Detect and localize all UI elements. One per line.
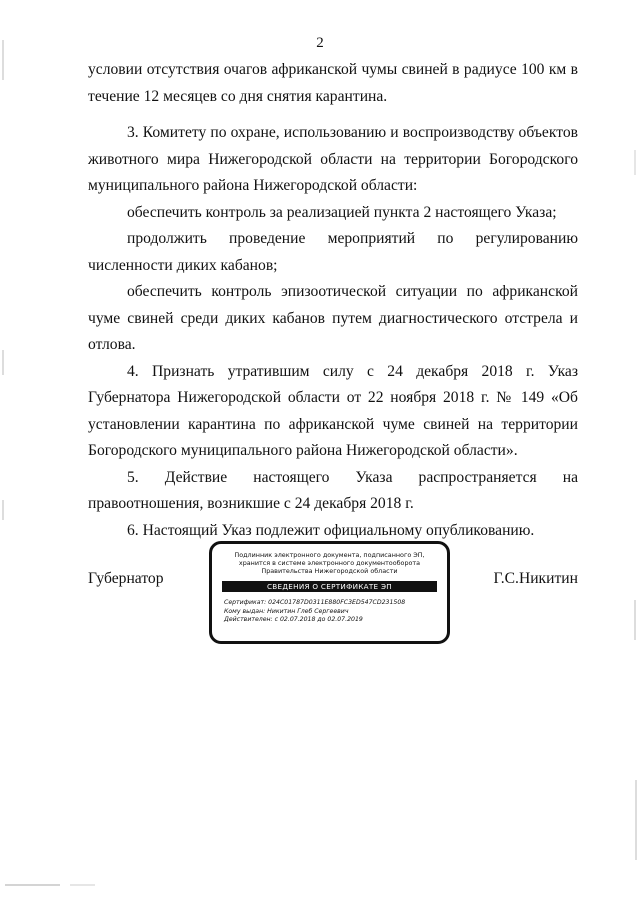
stamp-details xyxy=(224,599,435,625)
stamp-certificate: Сертификат: 024C01787D0311E880FC3ED547CD231508 xyxy=(224,599,406,606)
paragraph-subitem-epizootic: обеспечить контроль эпизоотической ситуации по африканской чуме свиней среди диких кабанов путем диагностического отстрела и отлова. xyxy=(88,283,578,353)
document-body xyxy=(88,57,578,544)
signature-position: Губернатор xyxy=(88,570,164,587)
stamp-issued-to: Кому выдан: Никитин Глеб Сергеевич xyxy=(224,607,349,615)
page-number: 2 xyxy=(316,35,324,51)
paragraph-subitem-control: обеспечить контроль за реализацией пункта 2 настоящего Указа; xyxy=(127,203,557,221)
paragraph-item-5: 5. Действие настоящего Указа распространяется на правоотношения, возникшие с 24 декабря 2018 г. xyxy=(88,468,578,512)
paragraph-item-6: 6. Настоящий Указ подлежит официальному опубликованию. xyxy=(127,521,535,539)
stamp-header: Подлинник электронного документа, подписанного ЭП, хранится в системе электронного документооборота Правительства Нижегородской области xyxy=(234,551,425,575)
paragraph-item-3: 3. Комитету по охране, использованию и воспроизводству объектов животного мира Нижегородской области на территории Богородского муниципального района Нижегородской области: xyxy=(88,124,578,194)
paragraph-subitem-continue-line1: продолжить проведение мероприятий по регулированию xyxy=(127,230,578,247)
paragraph-subitem-continue-line2: численности диких кабанов; xyxy=(88,256,278,274)
paragraph-continuation: условии отсутствия очагов африканской чумы свиней в радиусе 100 км в течение 12 месяцев со дня снятия карантина. xyxy=(88,61,578,105)
electronic-signature-stamp xyxy=(209,541,450,644)
paragraph-item-4: 4. Признать утратившим силу с 24 декабря 2018 г. Указ Губернатора Нижегородской области от 22 ноября 2018 г. № 149 «Об установлении карантина по африканской чуме свиней на территории Богородского муниципального района Нижегородской области». xyxy=(88,362,578,459)
signature-name: Г.С.Никитин xyxy=(493,570,578,587)
stamp-title: СВЕДЕНИЯ О СЕРТИФИКАТЕ ЭП xyxy=(222,581,437,592)
stamp-validity: Действителен: с 02.07.2018 до 02.07.2019 xyxy=(224,616,363,623)
